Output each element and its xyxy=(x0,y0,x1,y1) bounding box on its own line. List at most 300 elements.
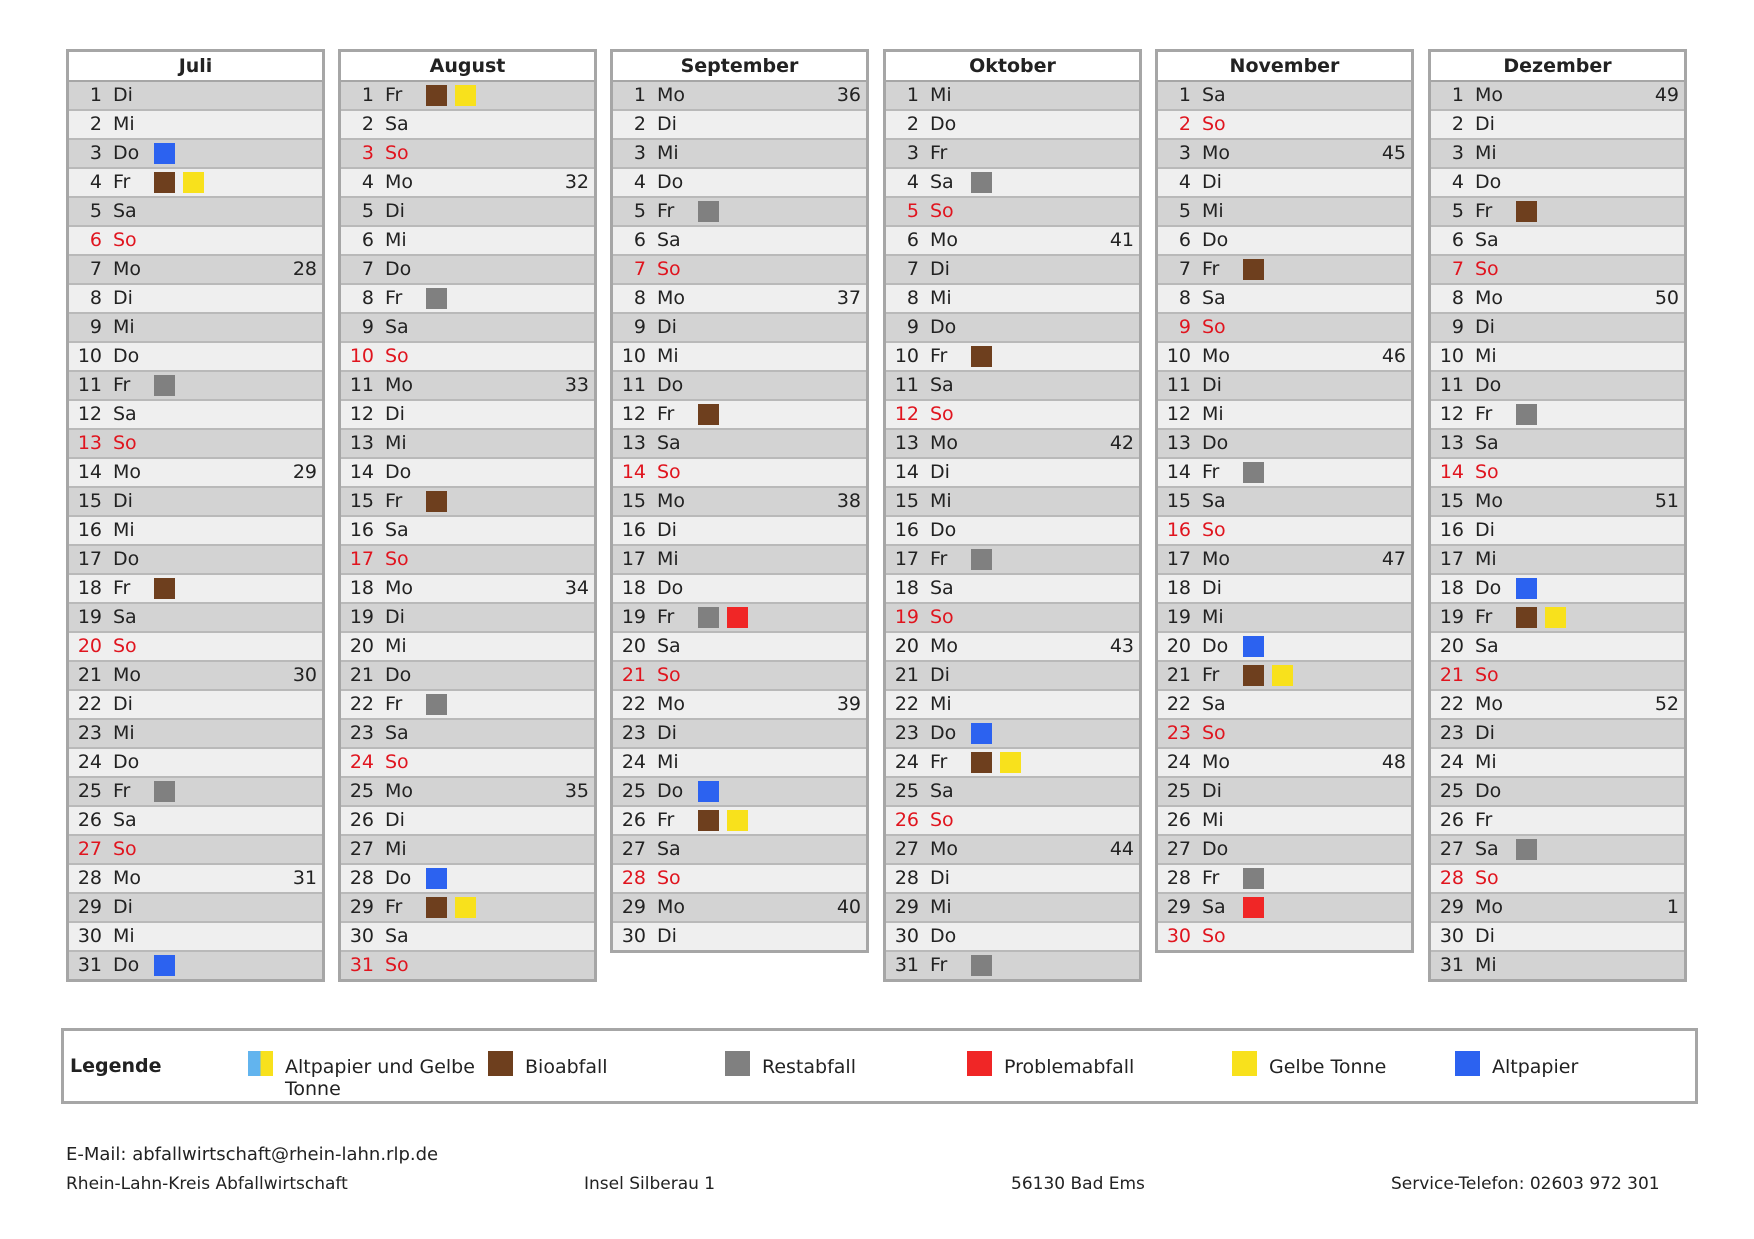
weekday: Di xyxy=(1475,925,1495,947)
collection-gelb-mark xyxy=(455,85,476,106)
weekday: Do xyxy=(930,722,957,744)
weekday: Do xyxy=(113,548,140,570)
weekday: Do xyxy=(657,577,684,599)
legend-title: Legende xyxy=(70,1055,162,1077)
weekday: So xyxy=(1202,113,1226,135)
day-row xyxy=(1431,314,1684,343)
weekday: Mo xyxy=(113,867,142,889)
day-number: 14 xyxy=(894,461,919,483)
day-number: 1 xyxy=(633,84,646,106)
week-number: 49 xyxy=(1654,84,1679,106)
weekday: Sa xyxy=(657,838,681,860)
day-row xyxy=(69,401,322,430)
day-row xyxy=(341,633,594,662)
day-row xyxy=(69,546,322,575)
weekday: Fr xyxy=(385,896,403,918)
weekday: Fr xyxy=(385,693,403,715)
day-number: 26 xyxy=(894,809,919,831)
day-row xyxy=(341,256,594,285)
day-number: 6 xyxy=(1451,229,1464,251)
weekday: Mi xyxy=(1202,200,1224,222)
day-number: 6 xyxy=(633,229,646,251)
day-row xyxy=(1431,198,1684,227)
day-row xyxy=(1158,720,1411,749)
weekday: Fr xyxy=(1475,200,1493,222)
day-number: 5 xyxy=(89,200,102,222)
day-number: 4 xyxy=(1178,171,1191,193)
day-number: 3 xyxy=(1178,142,1191,164)
weekday: Fr xyxy=(1202,258,1220,280)
weekday: Do xyxy=(1202,432,1229,454)
week-number: 48 xyxy=(1381,751,1406,773)
weekday: Mo xyxy=(930,838,959,860)
day-row xyxy=(1158,691,1411,720)
day-row xyxy=(613,749,866,778)
weekday: So xyxy=(113,432,137,454)
day-number: 24 xyxy=(621,751,646,773)
weekday: Di xyxy=(930,664,950,686)
day-row xyxy=(341,488,594,517)
day-row xyxy=(613,836,866,865)
day-number: 12 xyxy=(621,403,646,425)
week-number: 45 xyxy=(1381,142,1406,164)
day-number: 6 xyxy=(361,229,374,251)
day-number: 28 xyxy=(1439,867,1464,889)
weekday: Di xyxy=(113,287,133,309)
day-number: 13 xyxy=(77,432,102,454)
day-row xyxy=(69,923,322,952)
month-title: November xyxy=(1158,52,1411,82)
collection-marks xyxy=(426,288,447,309)
day-row xyxy=(1158,401,1411,430)
day-number: 27 xyxy=(77,838,102,860)
weekday: Di xyxy=(1202,374,1222,396)
collection-marks xyxy=(154,375,175,396)
day-number: 23 xyxy=(621,722,646,744)
day-row xyxy=(1431,894,1684,923)
day-row xyxy=(1158,285,1411,314)
week-number: 42 xyxy=(1109,432,1134,454)
day-row xyxy=(69,430,322,459)
month-column xyxy=(1428,49,1687,982)
day-number: 25 xyxy=(1439,780,1464,802)
day-number: 4 xyxy=(633,171,646,193)
weekday: Mi xyxy=(113,722,135,744)
weekday: Do xyxy=(1202,229,1229,251)
day-row xyxy=(886,517,1139,546)
collection-marks xyxy=(971,723,992,744)
collection-papier-mark xyxy=(426,868,447,889)
collection-papier-mark xyxy=(1243,636,1264,657)
day-number: 7 xyxy=(361,258,374,280)
day-number: 25 xyxy=(621,780,646,802)
day-number: 15 xyxy=(1439,490,1464,512)
collection-marks xyxy=(698,201,719,222)
day-number: 17 xyxy=(1439,548,1464,570)
day-row xyxy=(1431,807,1684,836)
collection-marks xyxy=(426,491,447,512)
day-row xyxy=(1431,140,1684,169)
weekday: Mo xyxy=(1475,84,1504,106)
legend-swatch xyxy=(1455,1051,1480,1076)
day-row xyxy=(613,343,866,372)
weekday: Mi xyxy=(930,287,952,309)
day-number: 2 xyxy=(1451,113,1464,135)
day-row xyxy=(1431,82,1684,111)
collection-gelb-mark xyxy=(727,810,748,831)
day-row xyxy=(613,372,866,401)
collection-marks xyxy=(154,781,175,802)
day-row xyxy=(886,691,1139,720)
day-row xyxy=(1158,633,1411,662)
day-row xyxy=(69,604,322,633)
collection-papier-mark xyxy=(1516,578,1537,599)
day-row xyxy=(886,198,1139,227)
day-number: 21 xyxy=(349,664,374,686)
day-row xyxy=(613,923,866,950)
day-row xyxy=(1431,662,1684,691)
day-number: 25 xyxy=(1166,780,1191,802)
day-number: 25 xyxy=(894,780,919,802)
day-row xyxy=(886,604,1139,633)
weekday: Di xyxy=(1202,171,1222,193)
day-number: 8 xyxy=(1178,287,1191,309)
collection-marks xyxy=(1516,839,1537,860)
day-number: 7 xyxy=(633,258,646,280)
legend-label-line: Restabfall xyxy=(762,1056,856,1078)
collection-bio-mark xyxy=(1516,201,1537,222)
footer-email: E-Mail: abfallwirtschaft@rhein-lahn.rlp.de xyxy=(66,1144,439,1165)
day-number: 21 xyxy=(1439,664,1464,686)
day-row xyxy=(1431,720,1684,749)
day-row xyxy=(613,256,866,285)
day-number: 23 xyxy=(1166,722,1191,744)
day-number: 9 xyxy=(1178,316,1191,338)
weekday: Do xyxy=(657,780,684,802)
day-number: 9 xyxy=(906,316,919,338)
weekday: Mi xyxy=(930,84,952,106)
legend-label-line: Gelbe Tonne xyxy=(1269,1056,1387,1078)
day-row xyxy=(1431,459,1684,488)
weekday: Di xyxy=(385,606,405,628)
footer-phone: Service-Telefon: 02603 972 301 xyxy=(1391,1174,1660,1194)
weekday: Fr xyxy=(113,374,131,396)
weekday: So xyxy=(385,345,409,367)
day-row xyxy=(613,314,866,343)
week-number: 37 xyxy=(836,287,861,309)
collection-marks xyxy=(426,85,476,106)
week-number: 36 xyxy=(836,84,861,106)
weekday: Do xyxy=(657,374,684,396)
weekday: So xyxy=(1202,316,1226,338)
day-number: 30 xyxy=(349,925,374,947)
day-row xyxy=(613,459,866,488)
day-number: 26 xyxy=(621,809,646,831)
week-number: 46 xyxy=(1381,345,1406,367)
day-number: 28 xyxy=(349,867,374,889)
weekday: So xyxy=(1475,664,1499,686)
day-number: 4 xyxy=(1451,171,1464,193)
day-row xyxy=(886,662,1139,691)
day-number: 12 xyxy=(894,403,919,425)
day-number: 19 xyxy=(1166,606,1191,628)
day-row xyxy=(69,82,322,111)
collection-marks xyxy=(1243,665,1293,686)
day-number: 3 xyxy=(89,142,102,164)
day-number: 29 xyxy=(77,896,102,918)
weekday: Fr xyxy=(1475,809,1493,831)
day-number: 13 xyxy=(621,432,646,454)
weekday: Mi xyxy=(1475,548,1497,570)
collection-bio-mark xyxy=(426,491,447,512)
weekday: Di xyxy=(1202,780,1222,802)
weekday: Fr xyxy=(657,200,675,222)
day-row xyxy=(341,720,594,749)
day-row xyxy=(341,343,594,372)
collection-gelb-mark xyxy=(455,897,476,918)
day-row xyxy=(341,430,594,459)
month-column xyxy=(66,49,325,982)
day-number: 20 xyxy=(349,635,374,657)
day-row xyxy=(886,140,1139,169)
weekday: Fr xyxy=(930,142,948,164)
day-row xyxy=(69,140,322,169)
week-number: 32 xyxy=(564,171,589,193)
collection-rest-mark xyxy=(1516,404,1537,425)
weekday: Mi xyxy=(930,896,952,918)
day-number: 10 xyxy=(894,345,919,367)
weekday: Di xyxy=(113,896,133,918)
weekday: Do xyxy=(385,867,412,889)
legend-label-line: Altpapier und Gelbe xyxy=(285,1056,475,1078)
day-row xyxy=(341,604,594,633)
weekday: Mi xyxy=(930,490,952,512)
weekday: Sa xyxy=(1202,490,1226,512)
day-number: 1 xyxy=(89,84,102,106)
day-number: 8 xyxy=(633,287,646,309)
collection-bio-mark xyxy=(1243,259,1264,280)
weekday: Sa xyxy=(113,809,137,831)
day-number: 18 xyxy=(621,577,646,599)
day-number: 28 xyxy=(1166,867,1191,889)
weekday: So xyxy=(930,403,954,425)
weekday: So xyxy=(113,229,137,251)
weekday: Fr xyxy=(385,84,403,106)
weekday: So xyxy=(385,548,409,570)
day-number: 20 xyxy=(1166,635,1191,657)
day-number: 8 xyxy=(89,287,102,309)
weekday: So xyxy=(657,461,681,483)
weekday: Sa xyxy=(930,577,954,599)
day-number: 30 xyxy=(894,925,919,947)
day-row xyxy=(1431,227,1684,256)
day-row xyxy=(69,517,322,546)
day-number: 9 xyxy=(361,316,374,338)
day-number: 8 xyxy=(1451,287,1464,309)
collection-gelb-mark xyxy=(1272,665,1293,686)
day-row xyxy=(341,198,594,227)
day-row xyxy=(69,691,322,720)
weekday: Di xyxy=(113,84,133,106)
collection-papier-mark xyxy=(154,143,175,164)
day-row xyxy=(886,807,1139,836)
weekday: Mo xyxy=(385,780,414,802)
day-number: 29 xyxy=(1439,896,1464,918)
day-row xyxy=(886,111,1139,140)
day-row xyxy=(613,140,866,169)
day-number: 1 xyxy=(1451,84,1464,106)
weekday: Mo xyxy=(113,664,142,686)
day-row xyxy=(613,662,866,691)
collection-bio-mark xyxy=(1243,665,1264,686)
day-number: 27 xyxy=(621,838,646,860)
legend-label xyxy=(762,1056,856,1078)
day-number: 21 xyxy=(894,664,919,686)
day-row xyxy=(613,517,866,546)
weekday: Mo xyxy=(1475,693,1504,715)
weekday: So xyxy=(1202,722,1226,744)
day-number: 18 xyxy=(1439,577,1464,599)
day-row xyxy=(613,575,866,604)
day-row xyxy=(69,459,322,488)
day-row xyxy=(1158,923,1411,950)
collection-rest-mark xyxy=(698,607,719,628)
day-number: 29 xyxy=(621,896,646,918)
day-row xyxy=(1158,169,1411,198)
weekday: Do xyxy=(113,142,140,164)
weekday: Di xyxy=(385,403,405,425)
day-number: 27 xyxy=(349,838,374,860)
day-number: 17 xyxy=(1166,548,1191,570)
day-row xyxy=(69,778,322,807)
weekday: Fr xyxy=(1202,461,1220,483)
day-row xyxy=(341,169,594,198)
day-number: 13 xyxy=(1166,432,1191,454)
collection-marks xyxy=(426,897,476,918)
weekday: Sa xyxy=(1475,432,1499,454)
collection-papier-mark xyxy=(154,955,175,976)
day-number: 15 xyxy=(349,490,374,512)
weekday: Do xyxy=(113,751,140,773)
month-title: August xyxy=(341,52,594,82)
collection-marks xyxy=(1243,868,1264,889)
weekday: Sa xyxy=(385,519,409,541)
day-row xyxy=(613,778,866,807)
week-number: 52 xyxy=(1654,693,1679,715)
day-row xyxy=(886,459,1139,488)
weekday: So xyxy=(385,142,409,164)
day-row xyxy=(1431,488,1684,517)
day-row xyxy=(69,749,322,778)
day-number: 11 xyxy=(77,374,102,396)
month-column xyxy=(1155,49,1414,953)
day-number: 31 xyxy=(1439,954,1464,976)
weekday: Di xyxy=(1475,316,1495,338)
day-number: 28 xyxy=(621,867,646,889)
day-row xyxy=(341,923,594,952)
weekday: So xyxy=(930,809,954,831)
day-number: 19 xyxy=(77,606,102,628)
day-row xyxy=(341,691,594,720)
day-row xyxy=(69,343,322,372)
day-number: 23 xyxy=(1439,722,1464,744)
collection-marks xyxy=(1243,259,1264,280)
day-number: 30 xyxy=(1166,925,1191,947)
day-row xyxy=(1158,111,1411,140)
day-row xyxy=(613,691,866,720)
day-row xyxy=(341,575,594,604)
weekday: Mo xyxy=(385,374,414,396)
day-row xyxy=(886,923,1139,952)
day-row xyxy=(1158,227,1411,256)
day-number: 10 xyxy=(349,345,374,367)
collection-marks xyxy=(698,404,719,425)
day-number: 29 xyxy=(349,896,374,918)
weekday: Sa xyxy=(1475,635,1499,657)
week-number: 31 xyxy=(292,867,317,889)
day-row xyxy=(341,836,594,865)
weekday: Sa xyxy=(657,229,681,251)
collection-problem-mark xyxy=(727,607,748,628)
day-number: 12 xyxy=(1166,403,1191,425)
weekday: Do xyxy=(1475,171,1502,193)
calendar-months xyxy=(66,49,1696,999)
week-number: 33 xyxy=(564,374,589,396)
weekday: Sa xyxy=(930,780,954,802)
day-number: 12 xyxy=(1439,403,1464,425)
weekday: Fr xyxy=(385,490,403,512)
month-column xyxy=(610,49,869,953)
day-row xyxy=(886,546,1139,575)
footer-org: Rhein-Lahn-Kreis Abfallwirtschaft xyxy=(66,1174,348,1194)
day-number: 23 xyxy=(894,722,919,744)
day-row xyxy=(1431,865,1684,894)
legend-swatch xyxy=(1232,1051,1257,1076)
day-row xyxy=(886,633,1139,662)
day-row xyxy=(613,111,866,140)
collection-marks xyxy=(1243,897,1264,918)
weekday: So xyxy=(657,664,681,686)
day-row xyxy=(69,720,322,749)
day-number: 23 xyxy=(77,722,102,744)
day-row xyxy=(886,778,1139,807)
day-row xyxy=(1431,749,1684,778)
weekday: Mo xyxy=(1475,490,1504,512)
weekday: Do xyxy=(113,954,140,976)
day-row xyxy=(1158,372,1411,401)
day-number: 16 xyxy=(621,519,646,541)
weekday: Mo xyxy=(1202,345,1231,367)
day-row xyxy=(69,372,322,401)
weekday: Mi xyxy=(385,229,407,251)
day-row xyxy=(886,894,1139,923)
legend-swatch xyxy=(248,1051,273,1076)
day-number: 15 xyxy=(621,490,646,512)
weekday: Mo xyxy=(1202,751,1231,773)
day-number: 14 xyxy=(621,461,646,483)
day-number: 30 xyxy=(1439,925,1464,947)
collection-marks xyxy=(1516,404,1537,425)
weekday: Mo xyxy=(657,287,686,309)
weekday: Fr xyxy=(657,606,675,628)
day-row xyxy=(1431,546,1684,575)
weekday: Sa xyxy=(385,113,409,135)
day-number: 19 xyxy=(894,606,919,628)
weekday: Di xyxy=(385,809,405,831)
day-number: 16 xyxy=(1166,519,1191,541)
weekday: Mi xyxy=(385,838,407,860)
day-number: 15 xyxy=(894,490,919,512)
